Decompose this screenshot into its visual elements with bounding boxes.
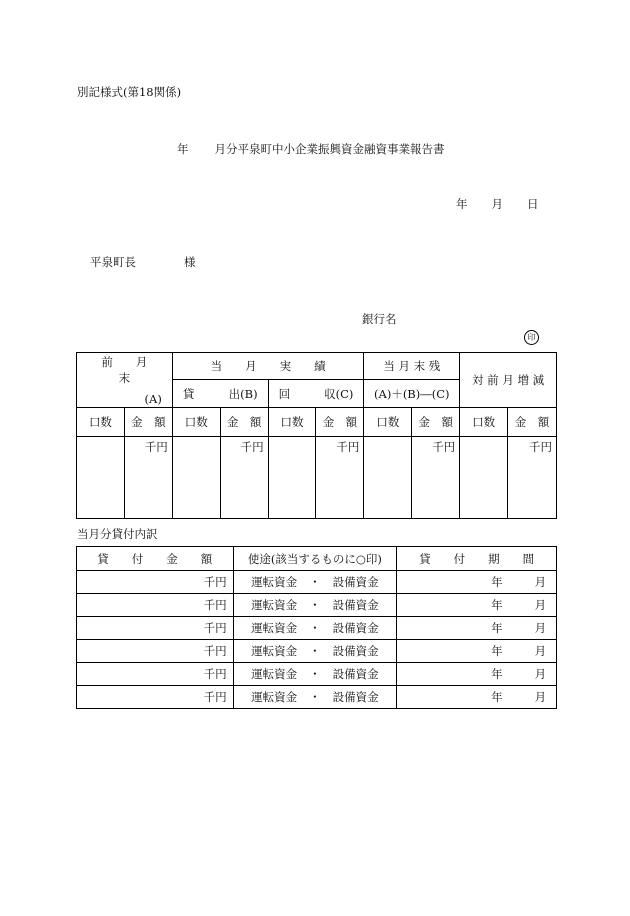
date-month: 月 [491,197,503,211]
change-amount-unit: 千円 [529,440,552,454]
amount-unit: 千円 [203,621,227,635]
usage-operating[interactable]: 運転資金 [251,667,298,681]
period-year: 年 [491,598,503,612]
loan-period-cell[interactable] [397,571,557,594]
prev-count-cell[interactable] [77,437,125,519]
balance-formula: (A)＋(B)―(C) [364,380,460,408]
amount-unit: 千円 [203,598,227,612]
lend-amount-cell[interactable] [220,437,268,519]
recover-collect-label: 収(C) [324,386,354,401]
title-text: 月分平泉町中小企業振興資金融資事業報告書 [214,142,445,156]
usage-separator: ・ [309,598,321,612]
prev-amount-cell[interactable] [124,437,172,519]
usage-equipment[interactable]: 設備資金 [332,598,379,612]
recover-count-header: 口数 [268,408,316,437]
breakdown-title: 当月分貸付内訳 [77,527,158,541]
usage-operating[interactable]: 運転資金 [251,598,298,612]
usage-equipment[interactable]: 設備資金 [332,667,379,681]
period-month: 月 [534,644,547,658]
usage-separator: ・ [309,644,321,658]
change-amount-header: 金 額 [508,408,557,437]
loan-period-cell[interactable] [397,663,557,686]
balance-amount-header: 金 額 [412,408,460,437]
loan-period-cell[interactable] [397,617,557,640]
usage-equipment[interactable]: 設備資金 [332,575,379,589]
recover-label: 回 [278,386,291,401]
lend-amount-header: 金 額 [220,408,268,437]
usage-operating[interactable]: 運転資金 [251,690,298,704]
usage-operating[interactable]: 運転資金 [251,644,298,658]
balance-count-cell[interactable] [364,437,412,519]
month-end-balance-header: 当 月 末 残 [364,353,460,380]
prev-month-end-code: (A) [144,392,162,406]
recovery-header [268,380,364,408]
prev-month-end-label: 前 月 末 [101,355,171,385]
change-amount-cell[interactable] [508,437,557,519]
loan-amount-cell[interactable] [77,594,234,617]
period-year: 年 [491,575,503,589]
current-results-header: 当 月 実 績 [172,353,364,380]
loan-amount-header: 貸 付 金 額 [77,547,234,571]
table-row [77,594,557,617]
date-day: 日 [527,197,539,211]
prev-amount-header: 金 額 [124,408,172,437]
loan-period-cell[interactable] [397,640,557,663]
period-year: 年 [491,667,503,681]
period-month: 月 [534,575,547,589]
recover-amount-unit: 千円 [336,440,360,454]
usage-cell[interactable] [233,663,397,686]
amount-unit: 千円 [203,575,227,589]
period-month: 月 [534,598,547,612]
lend-out-header [172,380,268,408]
loan-period-header: 貸 付 期 間 [397,547,557,571]
loan-period-cell[interactable] [397,686,557,709]
change-count-cell[interactable] [460,437,508,519]
balance-count-header: 口数 [364,408,412,437]
date-year: 年 [456,197,468,211]
usage-cell[interactable] [233,640,397,663]
loan-period-cell[interactable] [397,594,557,617]
report-date [456,196,539,212]
seal-mark [524,329,539,345]
usage-equipment[interactable]: 設備資金 [332,621,379,635]
change-count-header: 口数 [460,408,508,437]
amount-unit: 千円 [203,690,227,704]
table-row [77,617,557,640]
usage-equipment[interactable]: 設備資金 [332,690,379,704]
loan-amount-cell[interactable] [77,571,234,594]
addressee [90,254,196,270]
loan-amount-cell[interactable] [77,686,234,709]
change-vs-prev-header: 対 前 月 増 減 [460,353,557,408]
lend-out-label: 出(B) [228,386,258,401]
period-month: 月 [534,667,547,681]
report-title [177,141,445,157]
period-month: 月 [534,690,547,704]
form-reference: 別記様式(第18関係) [77,85,182,99]
period-year: 年 [491,644,503,658]
loan-amount-cell[interactable] [77,640,234,663]
loan-breakdown-table [76,546,557,709]
table-row [77,663,557,686]
balance-amount-cell[interactable] [412,437,460,519]
seal-icon: 印 [524,330,539,345]
period-year: 年 [491,621,503,635]
prev-month-end-header [77,353,173,408]
addressee-name: 平泉町長 [90,255,136,269]
table-row [77,686,557,709]
usage-separator: ・ [309,621,321,635]
addressee-honorific: 様 [184,255,196,269]
recover-count-cell[interactable] [268,437,316,519]
usage-separator: ・ [309,690,321,704]
lend-count-cell[interactable] [172,437,220,519]
balance-amount-unit: 千円 [432,440,456,454]
period-year: 年 [491,690,503,704]
recover-amount-header: 金 額 [316,408,364,437]
amount-unit: 千円 [203,667,227,681]
recover-amount-cell[interactable] [316,437,364,519]
usage-separator: ・ [309,575,321,589]
usage-header: 使途(該当するものに○印) [233,547,397,571]
loan-amount-cell[interactable] [77,617,234,640]
usage-cell[interactable] [233,617,397,640]
period-month: 月 [534,621,547,635]
usage-operating[interactable]: 運転資金 [251,575,298,589]
loan-amount-cell[interactable] [77,663,234,686]
lend-label: 貸 [182,386,195,401]
table-row [77,640,557,663]
lend-count-header: 口数 [172,408,220,437]
bank-name-label: 銀行名 [362,312,397,326]
amount-unit: 千円 [203,644,227,658]
usage-equipment[interactable]: 設備資金 [332,644,379,658]
usage-separator: ・ [309,667,321,681]
title-year: 年 [177,142,189,156]
usage-cell[interactable] [233,594,397,617]
usage-cell[interactable] [233,571,397,594]
usage-operating[interactable]: 運転資金 [251,621,298,635]
monthly-summary-table [76,352,557,519]
prev-count-header: 口数 [77,408,125,437]
table-row [77,571,557,594]
usage-cell[interactable] [233,686,397,709]
prev-amount-unit: 千円 [144,440,168,454]
lend-amount-unit: 千円 [240,440,264,454]
